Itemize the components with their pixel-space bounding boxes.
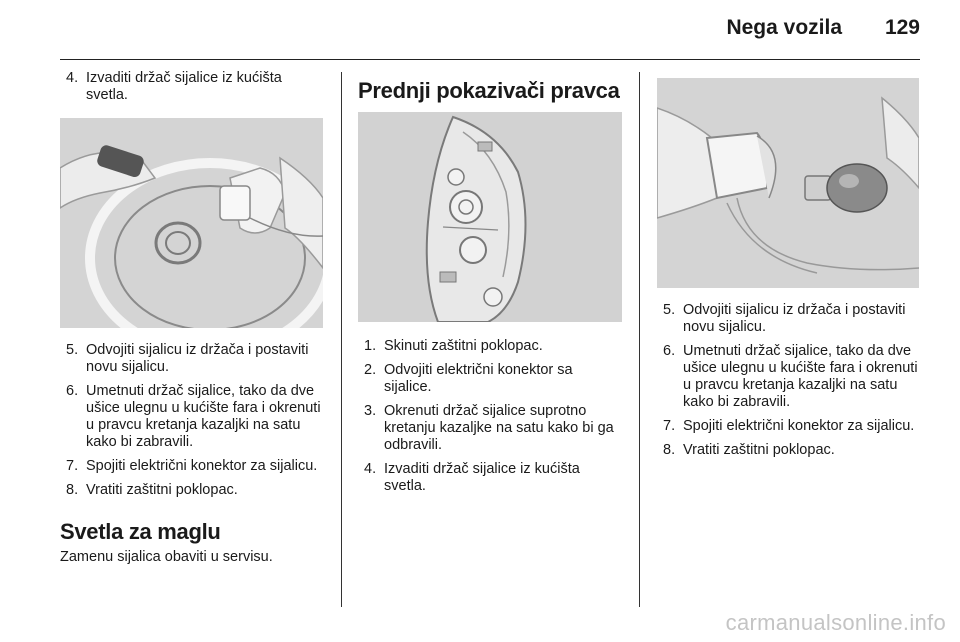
col3-steps [657, 302, 921, 459]
column-2 [358, 78, 623, 104]
list-item: 8. Vratiti zaštitni poklopac. [663, 442, 835, 458]
column-divider-1 [341, 72, 342, 607]
list-item: 5. Odvojiti sijalicu iz držača i postaviti novu sijalicu. [663, 302, 906, 335]
section-heading-turn-signals: Prednji pokazivači pravca [358, 78, 620, 103]
column-2-lower [358, 338, 623, 502]
list-item: 7. Spojiti električni konektor za sijalicu. [663, 418, 915, 434]
list-item: 4. Izvaditi držač sijalice iz kućišta svetla. [364, 461, 580, 494]
column-1-lower [60, 342, 325, 566]
column-3-lower [657, 302, 921, 466]
list-item: 5. Odvojiti sijalicu iz držača i postaviti novu sijalicu. [66, 342, 309, 375]
watermark: carmanualsonline.info [725, 610, 946, 635]
list-item: 8. Vratiti zaštitni poklopac. [66, 482, 238, 498]
figure-bulb-replacement [657, 78, 919, 288]
section-heading-fog-lights: Svetla za maglu [60, 519, 221, 544]
section-text-fog-lights: Zamenu sijalica obaviti u servisu. [60, 549, 273, 565]
col1-steps-top [60, 70, 325, 104]
page-title: Nega vozila [726, 16, 842, 39]
list-item: 1. Skinuti zaštitni poklopac. [364, 338, 543, 354]
col2-steps [358, 338, 623, 495]
list-item: 2. Odvojiti električni konektor sa sijalice. [364, 362, 573, 395]
illustration-headlamp-housing [358, 112, 622, 322]
figure-headlamp-rear [358, 112, 622, 322]
illustration-bulb-and-holder [657, 78, 919, 288]
col1-steps-bottom [60, 342, 325, 499]
list-item: 6. Umetnuti držač sijalice, tako da dve ušice ulegnu u kućište fara i okrenuti u pravcu kretanja kazaljki na satu kako bi zabravili. [663, 343, 918, 410]
list-item: 7. Spojiti električni konektor za sijalicu. [66, 458, 318, 474]
figure-bulb-holder-removal [60, 118, 323, 328]
header-divider [60, 59, 920, 60]
page-number: 129 [884, 16, 920, 39]
list-item: 3. Okrenuti držač sijalice suprotno kretanju kazaljke na satu kako bi ga odbravili. [364, 403, 614, 453]
list-item: 6. Umetnuti držač sijalice, tako da dve ušice ulegnu u kućište fara i okrenuti u pravcu kretanja kazaljki na satu kako bi zabravili. [66, 383, 321, 450]
list-item: 4. Izvaditi držač sijalice iz kućišta svetla. [66, 70, 282, 103]
page-header [0, 0, 960, 62]
illustration-hand-bulb-holder [60, 118, 323, 328]
column-1 [60, 70, 325, 111]
column-divider-2 [639, 72, 640, 607]
